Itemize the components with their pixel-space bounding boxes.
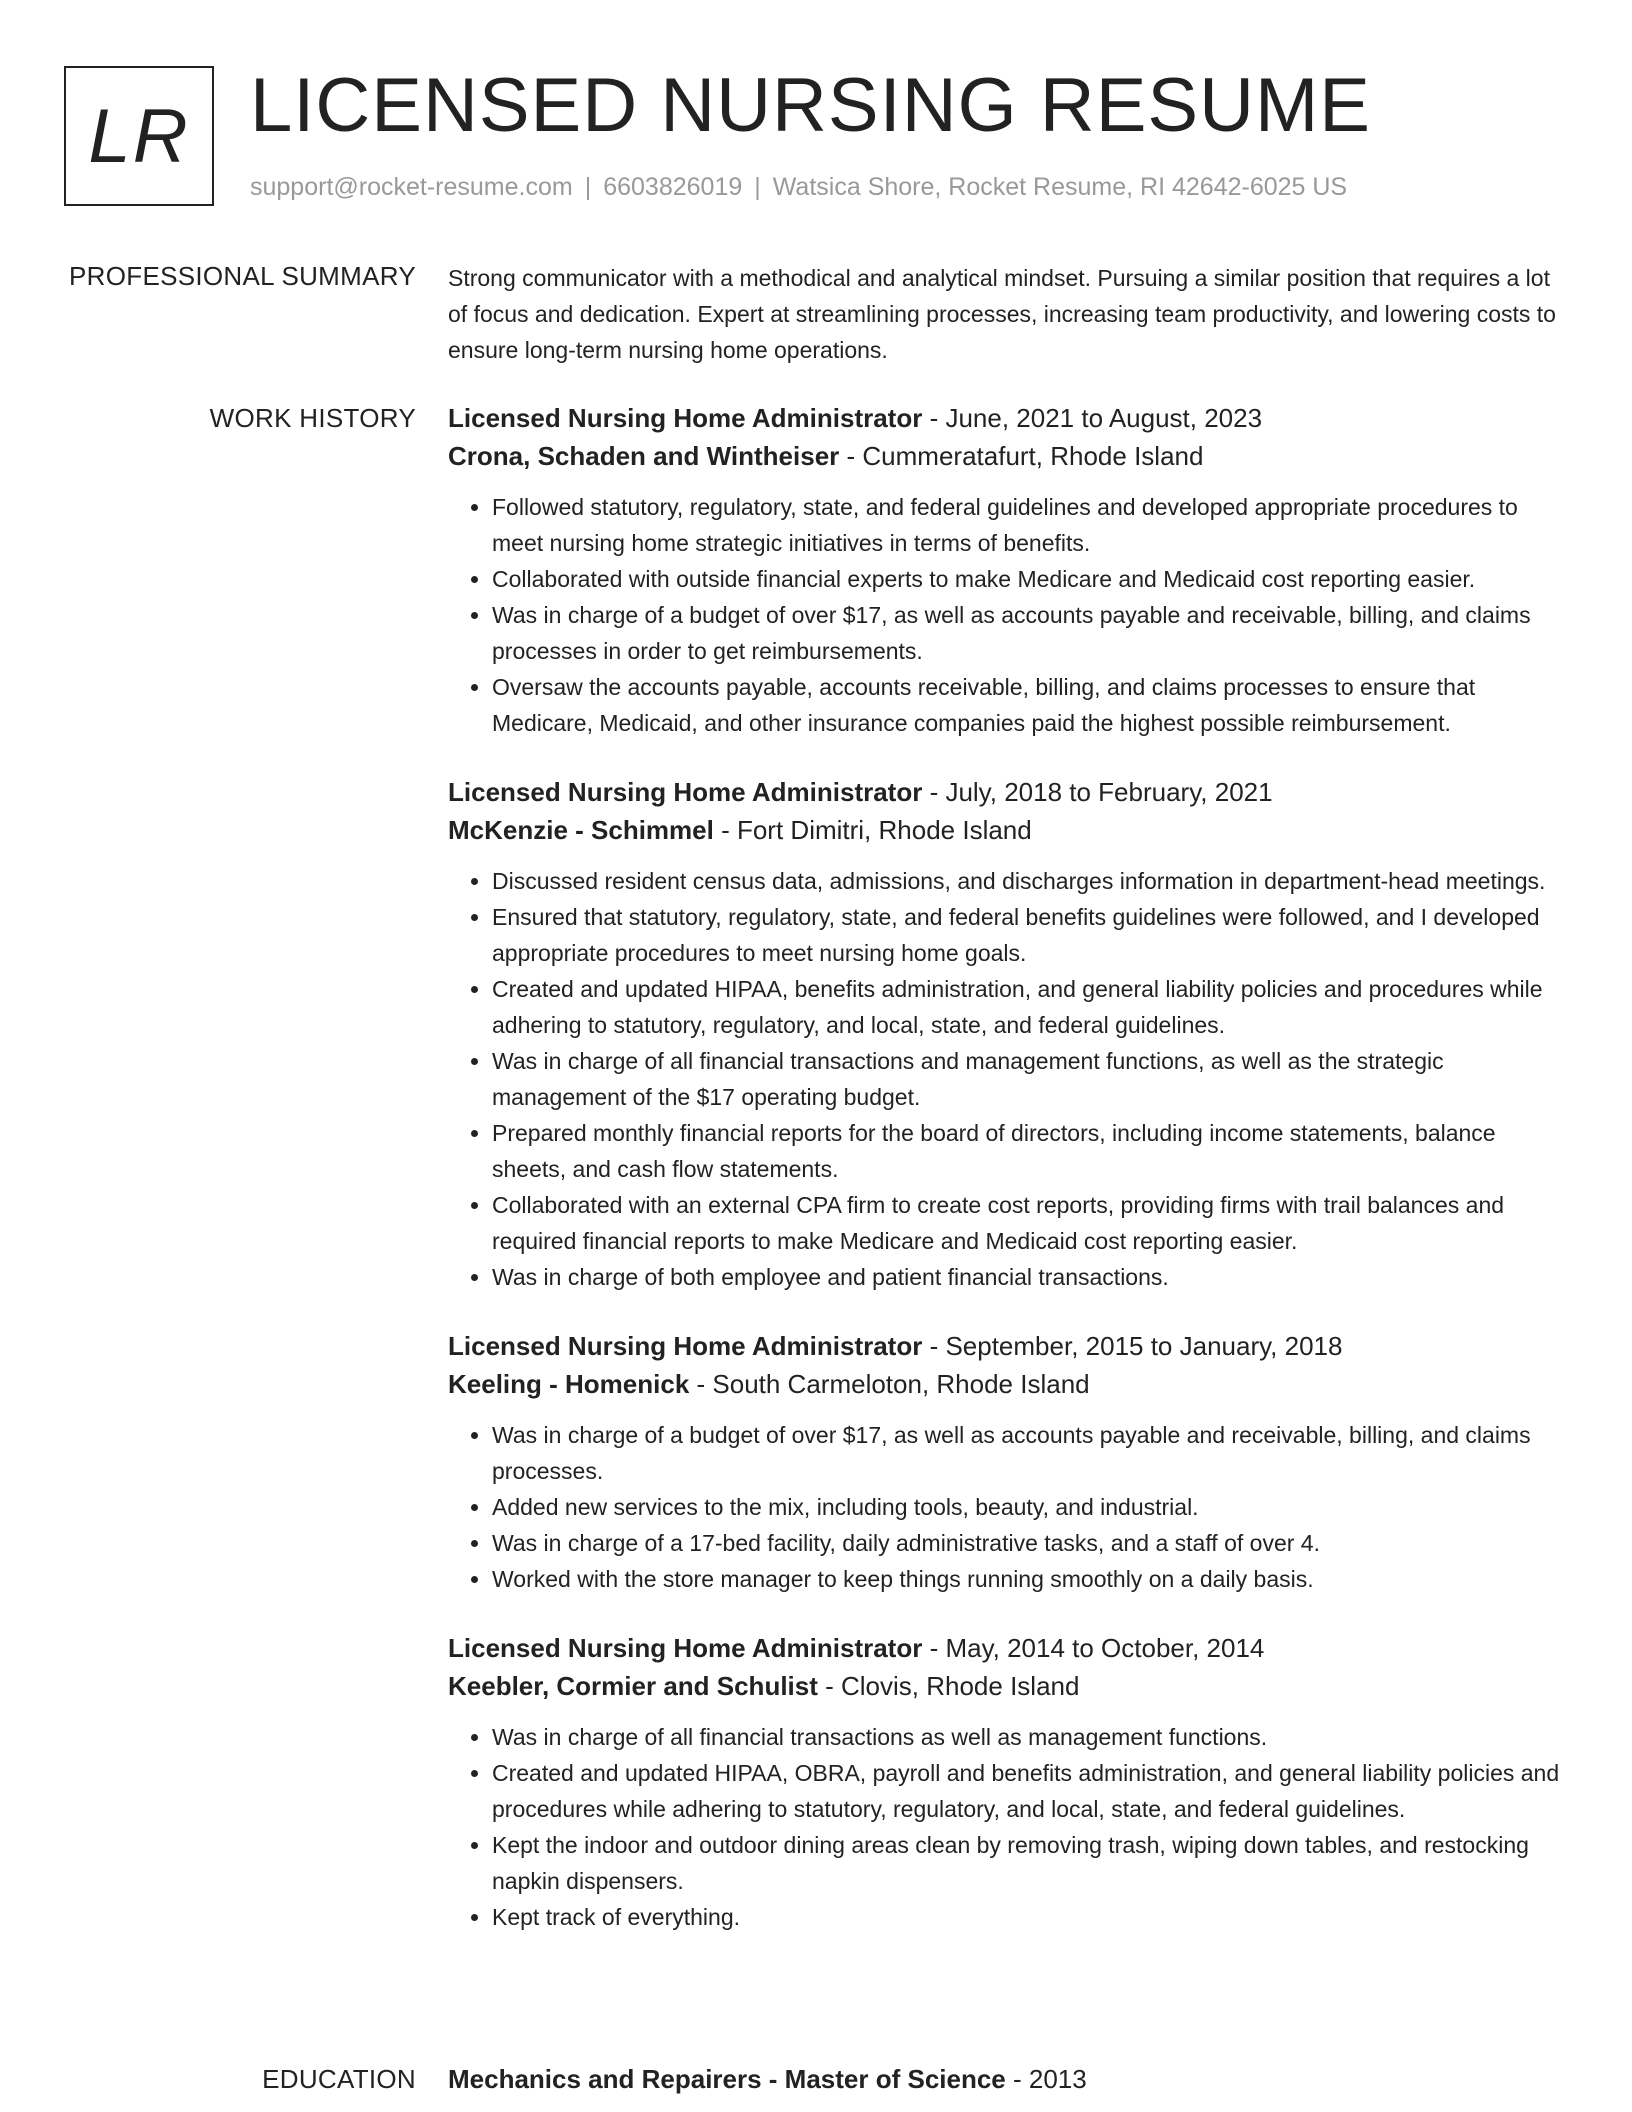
job-title-line xyxy=(448,773,1566,811)
resume-header xyxy=(64,63,1584,216)
contact-separator: | xyxy=(754,173,761,201)
job-entry xyxy=(448,1327,1566,1597)
job-bullets xyxy=(448,1417,1566,1597)
job-bullet: • Prepared monthly financial reports for the board of directors, including income statements, balance sheets, and cash flow statements. xyxy=(492,1115,1566,1187)
contact-phone: 6603826019 xyxy=(603,173,743,201)
job-bullet: • Was in charge of a budget of over $17, as well as accounts payable and receivable, billing, and claims processes in order to get reimbursements. xyxy=(492,597,1566,669)
job-title: Licensed Nursing Home Administrator xyxy=(448,777,923,807)
job-bullet: • Oversaw the accounts payable, accounts receivable, billing, and claims processes to ensure that Medicare, Medicaid, and other insurance companies paid the highest possible reimbursement. xyxy=(492,669,1566,741)
job-company: Keebler, Cormier and Schulist xyxy=(448,1671,818,1701)
contact-address: Watsica Shore, Rocket Resume, RI 42642-6025 US xyxy=(772,173,1348,201)
job-bullet: • Was in charge of all financial transactions as well as management functions. xyxy=(492,1719,1566,1755)
work-history-heading: WORK HISTORY xyxy=(209,403,416,433)
job-title-line xyxy=(448,1629,1566,1667)
job-bullets xyxy=(448,489,1566,741)
job-bullet: • Created and updated HIPAA, benefits administration, and general liability policies and procedures while adhering to statutory, regulatory, and local, state, and federal guidelines. xyxy=(492,971,1566,1043)
job-company: McKenzie - Schimmel xyxy=(448,815,714,845)
summary-heading: PROFESSIONAL SUMMARY xyxy=(69,261,416,291)
job-dates: - May, 2014 to October, 2014 xyxy=(922,1633,1265,1663)
education-degree: Mechanics and Repairers - Master of Science xyxy=(448,2064,1006,2094)
job-bullet: • Ensured that statutory, regulatory, state, and federal benefits guidelines were followed, and I developed appropriate procedures to meet nursing home goals. xyxy=(492,899,1566,971)
job-bullet: • Discussed resident census data, admissions, and discharges information in department-head meetings. xyxy=(492,863,1566,899)
page-title: LICENSED NURSING RESUME xyxy=(250,63,1371,148)
job-bullet: • Was in charge of a 17-bed facility, daily administrative tasks, and a staff of over 4. xyxy=(492,1525,1566,1561)
job-company-line xyxy=(448,437,1566,475)
monogram-logo: LR xyxy=(64,66,214,206)
job-dates: - September, 2015 to January, 2018 xyxy=(922,1331,1343,1361)
job-location: - Cummeratafurt, Rhode Island xyxy=(839,441,1204,471)
job-bullet: • Was in charge of both employee and patient financial transactions. xyxy=(492,1259,1566,1295)
job-company: Keeling - Homenick xyxy=(448,1369,690,1399)
job-location: - Fort Dimitri, Rhode Island xyxy=(713,815,1032,845)
contact-separator: | xyxy=(584,173,592,201)
job-bullet: • Collaborated with outside financial experts to make Medicare and Medicaid cost reporting easier. xyxy=(492,561,1566,597)
education-heading: EDUCATION xyxy=(262,2064,416,2094)
job-entry xyxy=(448,1629,1566,1935)
education-section xyxy=(448,2060,1566,2098)
job-title: Licensed Nursing Home Administrator xyxy=(448,1633,923,1663)
job-bullet: • Worked with the store manager to keep things running smoothly on a daily basis. xyxy=(492,1561,1566,1597)
contact-email: support@rocket-resume.com xyxy=(250,173,573,201)
job-entry xyxy=(448,773,1566,1295)
job-company-line xyxy=(448,1365,1566,1403)
job-title: Licensed Nursing Home Administrator xyxy=(448,403,923,433)
job-bullet: • Was in charge of a budget of over $17, as well as accounts payable and receivable, billing, and claims processes. xyxy=(492,1417,1566,1489)
job-title-line xyxy=(448,1327,1566,1365)
summary-text: Strong communicator with a methodical and analytical mindset. Pursuing a similar position that requires a lot of focus and dedication. Expert at streamlining processes, increasing team productivity, and lowering costs to ensure long-term nursing home operations. xyxy=(448,265,1556,363)
job-bullet: • Was in charge of all financial transactions and management functions, as well as the strategic management of the $17 operating budget. xyxy=(492,1043,1566,1115)
education-degree-line xyxy=(448,2060,1566,2098)
contact-line xyxy=(250,173,1347,202)
job-company-line xyxy=(448,1667,1566,1705)
job-bullet: • Created and updated HIPAA, OBRA, payroll and benefits administration, and general liability policies and procedures while adhering to statutory, regulatory, and local, state, and federal guidelines. xyxy=(492,1755,1566,1827)
education-year: - 2013 xyxy=(1005,2064,1087,2094)
job-bullet: • Kept the indoor and outdoor dining areas clean by removing trash, wiping down tables, and restocking napkin dispensers. xyxy=(492,1827,1566,1899)
job-bullets xyxy=(448,863,1566,1295)
job-bullet: • Added new services to the mix, including tools, beauty, and industrial. xyxy=(492,1489,1566,1525)
summary-section xyxy=(448,260,1566,368)
job-bullet: • Followed statutory, regulatory, state, and federal guidelines and developed appropriate procedures to meet nursing home strategic initiatives in terms of benefits. xyxy=(492,489,1566,561)
job-location: - Clovis, Rhode Island xyxy=(817,1671,1080,1701)
job-dates: - June, 2021 to August, 2023 xyxy=(922,403,1263,433)
job-bullet: • Collaborated with an external CPA firm to create cost reports, providing firms with trail balances and required financial reports to make Medicare and Medicaid cost reporting easier. xyxy=(492,1187,1566,1259)
job-dates: - July, 2018 to February, 2021 xyxy=(922,777,1273,807)
job-company: Crona, Schaden and Wintheiser xyxy=(448,441,840,471)
job-entry xyxy=(448,399,1566,741)
job-bullet: • Kept track of everything. xyxy=(492,1899,1566,1935)
job-company-line xyxy=(448,811,1566,849)
job-bullets xyxy=(448,1719,1566,1935)
job-title: Licensed Nursing Home Administrator xyxy=(448,1331,923,1361)
job-title-line xyxy=(448,399,1566,437)
job-location: - South Carmeloton, Rhode Island xyxy=(689,1369,1090,1399)
work-history-section xyxy=(448,399,1566,1967)
